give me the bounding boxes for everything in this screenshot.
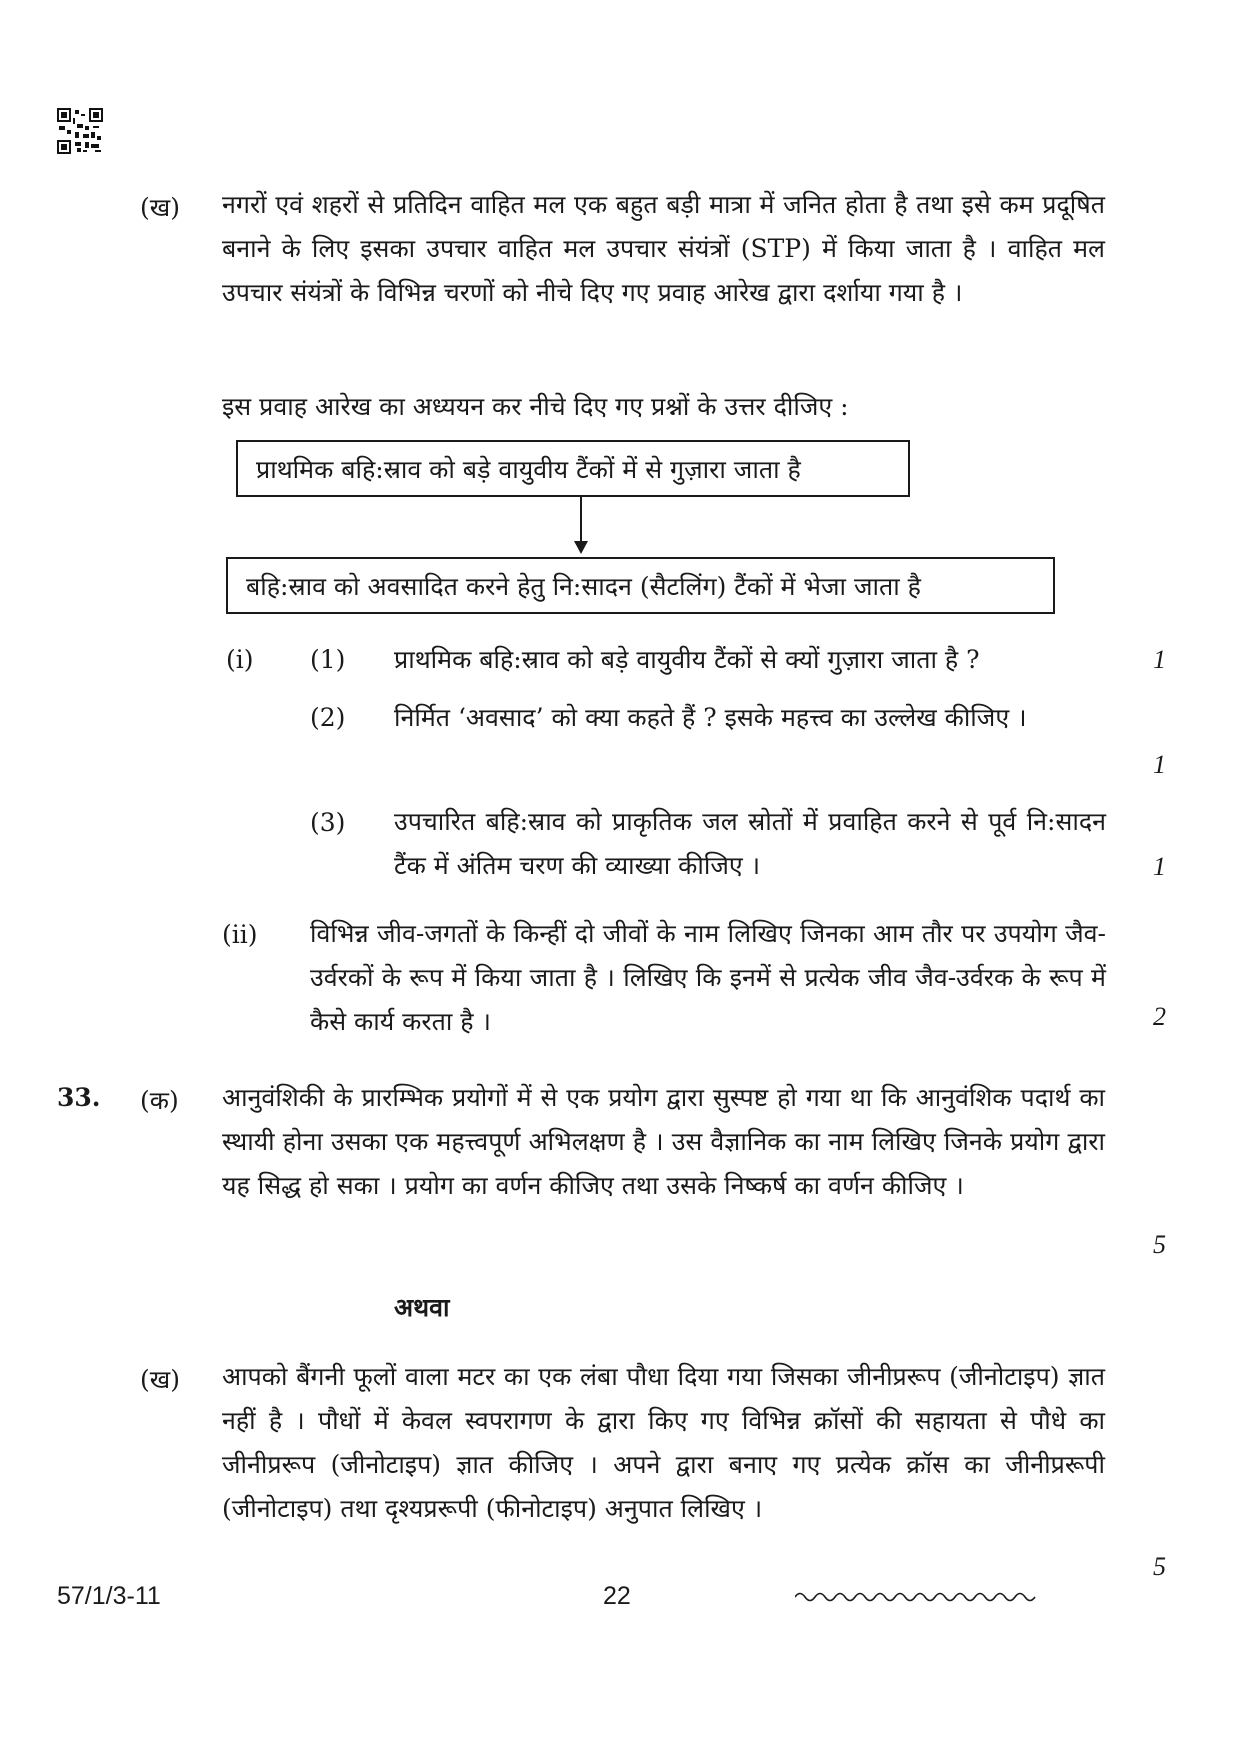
item-number-2: (2) <box>310 703 346 732</box>
q33-a-text: आनुवंशिकी के प्रारम्भिक प्रयोगों में से एक प्रयोग द्वारा सुस्पष्ट हो गया था कि आनुवंशिक पदार्थ का स्थायी होना उसका एक महत्त्वपूर्ण अभिलक्षण है । उस वैज्ञानिक का नाम लिखिए जिनके प्रयोग द्वारा यह सिद्ध हो सका । प्रयोग का वर्णन कीजिए तथा उसके निष्कर्ष का वर्णन कीजिए । <box>222 1083 1105 1200</box>
marks-q33-b: 5 <box>1153 1552 1166 1581</box>
q33-b-text: आपको बैंगनी फूलों वाला मटर का एक लंबा पौधा दिया गया जिसका जीनीप्ररूप (जीनोटाइप) ज्ञात नहीं है । पौधों में केवल स्वपरागण के द्वारा किए गए विभिन्न क्रॉसों की सहायता से पौधे का जीनीप्ररूप (जीनोटाइप) ज्ञात कीजिए । अपने द्वारा बनाए गए प्रत्येक क्रॉस का जीनीप्ररूपी (जीनोटाइप) तथा दृश्यप्ररूपी (फीनोटाइप) अनुपात लिखिए । <box>222 1362 1105 1523</box>
question-number-33: 33. <box>57 1083 101 1112</box>
flow-box-2-text: बहि:स्राव को अवसादित करने हेतु नि:सादन (सैटलिंग) टैंकों में भेजा जाता है <box>246 571 921 601</box>
question-label-kha-2: (ख) <box>140 1365 180 1394</box>
marks-ii: 2 <box>1153 1002 1166 1031</box>
stp-paragraph: नगरों एवं शहरों से प्रतिदिन वाहित मल एक बहुत बड़ी मात्रा में जनित होता है तथा इसे कम प्रदूषित बनाने के लिए इसका उपचार वाहित मल उपचार संयंत्रों (STP) में किया जाता है । वाहित मल उपचार संयंत्रों के विभिन्न चरणों को नीचे दिए गए प्रवाह आरेख द्वारा दर्शाया गया है । <box>222 190 1105 307</box>
marks-i-1: 1 <box>1153 645 1166 674</box>
qr-code-icon <box>57 108 103 154</box>
question-label-ka: (क) <box>140 1086 179 1115</box>
page-number: 22 <box>603 1582 631 1610</box>
item-text-1: प्राथमिक बहि:स्राव को बड़े वायुवीय टैंकों से क्यों गुज़ारा जाता है ? <box>394 645 980 674</box>
item-number-3: (3) <box>310 808 346 837</box>
sub-question-label-ii: (ii) <box>222 920 258 949</box>
flow-box-1-text: प्राथमिक बहि:स्राव को बड़े वायुवीय टैंकों में से गुज़ारा जाता है <box>256 454 801 484</box>
flow-box-2 <box>226 557 1055 614</box>
question-label-kha: (ख) <box>140 193 180 222</box>
flow-instruction: इस प्रवाह आरेख का अध्ययन कर नीचे दिए गए प्रश्नों के उत्तर दीजिए : <box>222 392 849 421</box>
sub-question-ii-text: विभिन्न जीव-जगतों के किन्हीं दो जीवों के नाम लिखिए जिनका आम तौर पर उपयोग जैव-उर्वरकों के रूप में किया जाता है । लिखिए कि इनमें से प्रत्येक जीव जैव-उर्वरक के रूप में कैसे कार्य करता है । <box>310 919 1106 1036</box>
item-text-3: उपचारित बहि:स्राव को प्राकृतिक जल स्रोतों में प्रवाहित करने से पूर्व नि:सादन टैंक में अंतिम चरण की व्याख्या कीजिए । <box>394 807 1106 880</box>
marks-q33-a: 5 <box>1153 1230 1166 1259</box>
marks-i-2: 1 <box>1153 750 1166 779</box>
or-separator: अथवा <box>394 1293 450 1322</box>
flow-arrow-icon <box>566 497 596 557</box>
marks-i-3: 1 <box>1153 852 1166 881</box>
paper-code: 57/1/3-11 <box>57 1582 161 1610</box>
item-text-2: निर्मित ‘अवसाद’ को क्या कहते हैं ? इसके महत्त्व का उल्लेख कीजिए । <box>394 703 1027 732</box>
sub-question-label-i: (i) <box>226 645 254 674</box>
wavy-line-decoration <box>795 1588 1043 1606</box>
flow-box-1 <box>236 440 910 497</box>
item-number-1: (1) <box>310 645 346 674</box>
